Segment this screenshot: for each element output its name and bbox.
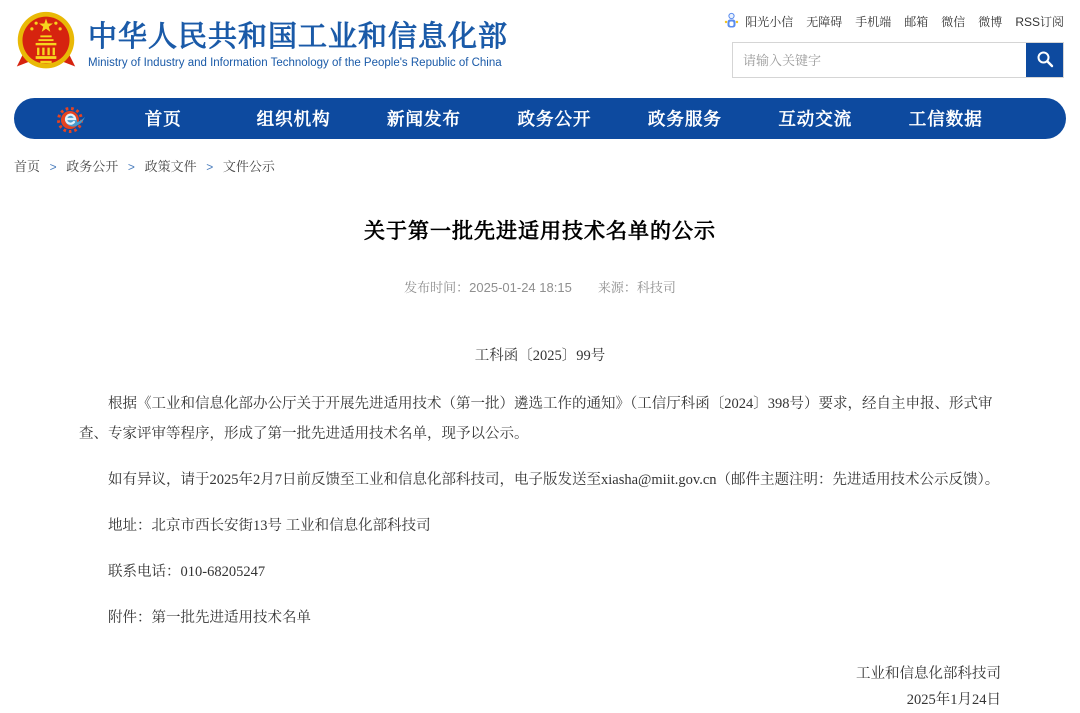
breadcrumb	[0, 139, 1080, 175]
top-link-rss[interactable]: RSS订阅	[1015, 14, 1064, 29]
breadcrumb-home[interactable]: 首页	[14, 159, 41, 174]
publish-time-label: 发布时间：	[404, 280, 470, 295]
top-links	[732, 10, 1064, 32]
nav-item-miit-data[interactable]: 工信数据	[908, 109, 983, 129]
breadcrumb-document-publicity[interactable]: 文件公示	[222, 159, 275, 174]
paragraph-objection: 如有异议，请于2025年2月7日前反馈至工业和信息化部科技司，电子版发送至xiasha@miit.gov.cn（邮件主题注明：先进适用技术公示反馈）。	[108, 472, 1000, 488]
top-link-wechat[interactable]: 微信	[941, 14, 966, 29]
phone-line: 联系电话：010-68205247	[108, 564, 266, 580]
article	[79, 215, 1001, 713]
site-title: 中华人民共和国工业和信息化部	[88, 20, 509, 53]
site-header	[0, 0, 1080, 96]
header-right	[732, 8, 1064, 78]
search-box	[732, 42, 1064, 78]
nav-item-news[interactable]: 新闻发布	[387, 109, 462, 129]
nav-item-interaction[interactable]: 互动交流	[778, 109, 853, 129]
source-value: 科技司	[636, 280, 676, 295]
search-input[interactable]	[733, 43, 1026, 77]
breadcrumb-separator: >	[127, 160, 135, 174]
search-icon	[1036, 50, 1054, 71]
search-button[interactable]	[1026, 43, 1063, 77]
breadcrumb-separator: >	[49, 160, 57, 174]
top-link-sunshine-xiaoxin[interactable]: 阳光小信	[745, 14, 794, 29]
brand-text	[88, 16, 508, 69]
source-label: 来源：	[597, 280, 637, 295]
top-link-weibo[interactable]: 微博	[978, 14, 1003, 29]
doc-number: 工科函〔2025〕99号	[474, 348, 606, 364]
publish-time: 2025-01-24 18:15	[469, 280, 572, 295]
article-meta	[79, 277, 1001, 296]
page-title: 关于第一批先进适用技术名单的公示	[364, 220, 716, 243]
top-link-mobile[interactable]: 手机端	[855, 14, 892, 29]
breadcrumb-separator: >	[206, 160, 214, 174]
breadcrumb-gov-disclosure[interactable]: 政务公开	[66, 159, 119, 174]
paragraph-basis: 根据《工业和信息化部办公厅关于开展先进适用技术（第一批）遴选工作的通知》（工信厅科函〔2024〕398号）要求，经自主申报、形式审查、专家评审等程序，形成了第一批先进适用技术名单，现予以公示。	[79, 396, 993, 442]
top-link-mail[interactable]: 邮箱	[904, 14, 929, 29]
nav-item-home[interactable]: 首页	[144, 109, 182, 129]
national-emblem-icon	[14, 8, 78, 76]
address-line: 地址：北京市西长安街13号 工业和信息化部科技司	[108, 518, 431, 534]
attachment-line: 附件：第一批先进适用技术名单	[108, 610, 311, 626]
nav-item-gov-services[interactable]: 政务服务	[647, 109, 722, 129]
signature-date: 2025年1月24日	[906, 692, 1001, 708]
breadcrumb-policy-documents[interactable]: 政策文件	[144, 159, 197, 174]
main-nav	[14, 98, 1066, 139]
nav-item-organization[interactable]: 组织机构	[256, 109, 331, 129]
miit-gear-logo-icon[interactable]	[56, 103, 88, 135]
site-subtitle: Ministry of Industry and Information Technology of the People's Republic of China	[88, 56, 502, 69]
brand	[14, 8, 508, 76]
article-body	[79, 389, 1001, 633]
signature-department: 工业和信息化部科技司	[856, 666, 1001, 682]
nav-item-gov-disclosure[interactable]: 政务公开	[517, 109, 592, 129]
top-link-accessibility[interactable]: 无障碍	[806, 14, 843, 29]
signature-block	[79, 661, 1001, 713]
mascot-icon	[724, 13, 739, 30]
